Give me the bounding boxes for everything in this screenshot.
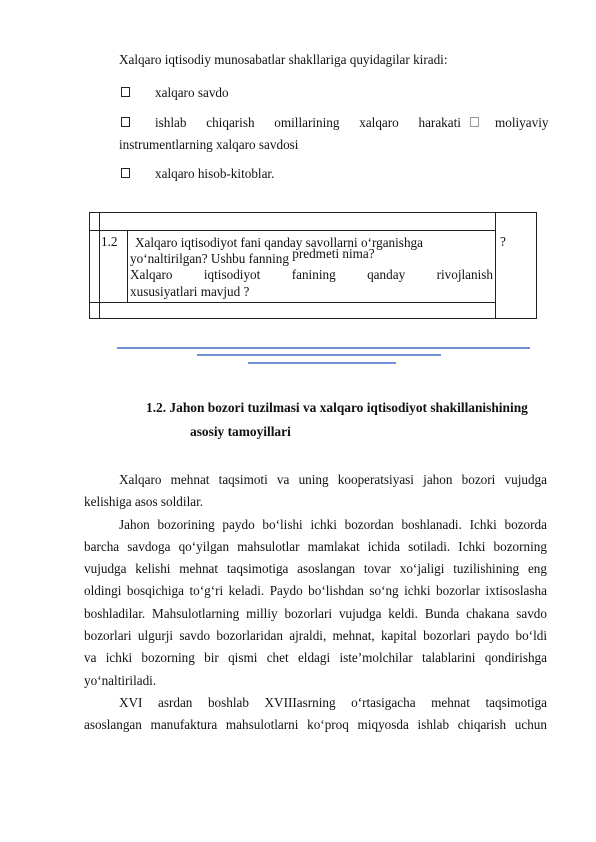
question-line: Xalqaro iqtisodiyot fani qanday savollarni o‘rganishga xyxy=(135,235,423,250)
separator-line xyxy=(117,347,530,349)
bullet-box-icon xyxy=(470,117,479,127)
answer-mark: ? xyxy=(500,234,506,249)
word: iqtisodiyot xyxy=(203,267,261,282)
question-number: 1.2 xyxy=(101,234,118,249)
section-title: 1.2. Jahon bozori tuzilmasi va xalqaro iqtisodiyot shakillanishining xyxy=(146,400,528,415)
question-line xyxy=(130,246,375,267)
word: fanining xyxy=(291,267,336,282)
question-text: yo‘naltirilgan? Ushbu fanning xyxy=(130,251,289,266)
paragraph-line: Xalqaro mehnat taqsimoti va uning kooperatsiyasi jahon bozori vujudga xyxy=(119,472,547,487)
question-line: xususiyatlari mavjud ? xyxy=(130,284,250,299)
paragraph-line: oldingi bosqichiga to‘g‘ri keladi. Paydo bo‘lishdan so‘ng ichki bozorlar ixtisoslasha xyxy=(84,583,547,599)
bullet-ishlab-chiqarish xyxy=(155,115,461,131)
paragraph-line: bozorlari ulgurji savdo bozorlaridan ajraldi, mehnat, kapital bozorlari paydo bo‘ldi xyxy=(84,628,547,644)
bullet-moliyaviy: moliyaviy xyxy=(495,115,549,130)
table-divider xyxy=(89,302,496,303)
paragraph-line: Jahon bozorining paydo bo‘lishi ichki bozordan boshlanadi. Ichki bozorda xyxy=(119,516,547,532)
paragraph-line: kelishiga asos soldilar. xyxy=(84,494,204,510)
intro-text: Xalqaro iqtisodiy munosabatlar shakllariga quyidagilar kiradi: xyxy=(119,52,448,67)
body-text xyxy=(84,469,547,737)
word: chiqarish xyxy=(206,115,255,130)
bullet-box-icon xyxy=(121,117,130,127)
paragraph-line: XVI asrdan boshlab XVIIIasrning o‘rtasigacha mehnat taqsimotiga xyxy=(119,694,547,710)
bullet-box-icon xyxy=(121,87,130,97)
word: ishlab xyxy=(155,115,187,130)
table-divider xyxy=(89,230,496,231)
question-line xyxy=(130,267,493,283)
bullet-hisob-kitoblar: xalqaro hisob-kitoblar. xyxy=(155,166,275,181)
section-title: asosiy tamoyillari xyxy=(190,424,291,439)
question-text: predmeti nima? xyxy=(292,246,375,261)
word: xalqaro xyxy=(359,115,399,130)
bullet-box-icon xyxy=(121,168,130,178)
separator-line xyxy=(197,354,441,356)
paragraph-line: va ichki bozorning bir qismi chet eldagi iste’molchilar talablarini qondirishga xyxy=(84,650,547,666)
paragraph-line: yo‘naltiriladi. xyxy=(84,672,157,688)
word: omillarining xyxy=(274,115,340,130)
paragraph-line: asoslangan manufaktura mahsulotlarni ko‘proq miqyosda ishlab chiqarish uchun xyxy=(84,717,547,733)
paragraph-line: boshladilar. Mahsulotlarning milliy bozorlari vujudga keldi. Bunda chakana savdo xyxy=(84,605,547,621)
word: rivojlanish xyxy=(436,267,493,282)
paragraph-line: vujudga kelishi mehnat taqsimotiga asoslangan tovar xo‘jaligi tuzilishining eng xyxy=(84,561,547,577)
word: qanday xyxy=(367,267,406,282)
word: Xalqaro xyxy=(130,267,173,282)
word: harakati xyxy=(418,115,461,130)
bullet-continuation: instrumentlarning xalqaro savdosi xyxy=(119,137,299,152)
paragraph-line: barcha savdoga qo‘yilgan mahsulotlar mamlakat ichida sotiladi. Ichki bozorning xyxy=(84,538,547,554)
bullet-xalqaro-savdo: xalqaro savdo xyxy=(155,85,229,100)
separator-line xyxy=(248,362,396,364)
table-divider xyxy=(127,230,128,302)
